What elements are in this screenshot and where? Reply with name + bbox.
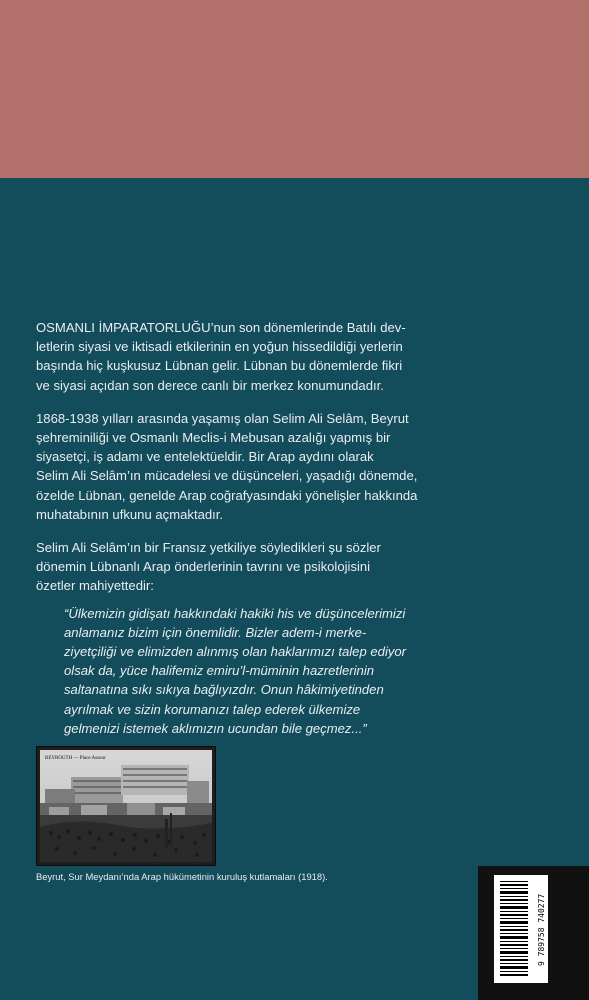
- photo-illustration: [37, 747, 215, 865]
- paragraph-2: [36, 409, 542, 524]
- paragraph-3: [36, 538, 542, 596]
- text-line: dönemin Lübnanlı Arap önderlerinin tavrını ve psikolojisini: [36, 559, 371, 575]
- text-line: Selim Ali Selâm’ın mücadelesi ve düşünceleri, yaşadığı dönemde,: [36, 468, 418, 484]
- text-line: Selim Ali Selâm’ın bir Fransız yetkiliye söyledikleri şu sözler: [36, 540, 381, 556]
- text-line: siyasetçi, iş adamı ve entelektüeldir. Bir Arap aydını olarak: [36, 449, 374, 465]
- text-line: muhatabının ufkunu açmaktadır.: [36, 506, 224, 522]
- blurb-text: [36, 318, 542, 738]
- isbn-number: 9 789758 740277: [537, 893, 546, 967]
- quote-line: anlamanız bizim için önemlidir. Bizler adem-i merke-: [64, 624, 367, 640]
- quote-line: “Ülkemizin gidişatı hakkındaki hakiki his ve düşüncelerimizi: [64, 605, 406, 621]
- paragraph-1: [36, 318, 542, 395]
- top-color-band: [0, 0, 589, 178]
- text-line: OSMANLI İMPARATORLUĞU’nun son dönemlerinde Batılı dev-: [36, 320, 406, 335]
- text-line: ve siyasi açıdan son derece canlı bir merkez konumundadır.: [36, 377, 384, 393]
- photo-label: BEYROUTH — Place Assour: [45, 756, 106, 761]
- quote-line: saltanatına sıkı sıkıya bağlıyızdır. Onun hâkimiyetinden: [64, 682, 384, 698]
- historic-photo: [36, 746, 216, 866]
- quote-line: ziyetçiliği ve elimizden alınmış olan haklarımızı talep ediyor: [64, 644, 407, 660]
- text-line: 1868-1938 yılları arasında yaşamış olan Selim Ali Selâm, Beyrut: [36, 410, 409, 426]
- quote-line: gelmenizi istemek aklımızın ucundan bile geçmez...”: [64, 720, 367, 736]
- text-line: özelde Lübnan, genelde Arap coğrafyasındaki yönelişler hakkında: [36, 487, 418, 503]
- quote-block: [36, 604, 542, 738]
- quote-line: olsak da, yüce halifemiz emiru’l-müminin hazretlerinin: [64, 663, 375, 679]
- text-line: şehreminiliği ve Osmanlı Meclis-i Mebusan azalığı yapmış bir: [36, 430, 391, 446]
- text-line: letlerin siyasi ve iktisadi etkilerinin en yoğun hissedildiği yerlerin: [36, 339, 403, 355]
- quote-line: ayrılmak ve sizin korumanızı talep ederek ülkemize: [64, 701, 361, 717]
- text-line: özetler mahiyettedir:: [36, 578, 154, 594]
- text-line: başında hiç kuşkusuz Lübnan gelir. Lübnan bu dönemlerde fikri: [36, 358, 403, 374]
- photo-caption: Beyrut, Sur Meydanı’nda Arap hükümetinin kuruluş kutlamaları (1918).: [36, 871, 328, 882]
